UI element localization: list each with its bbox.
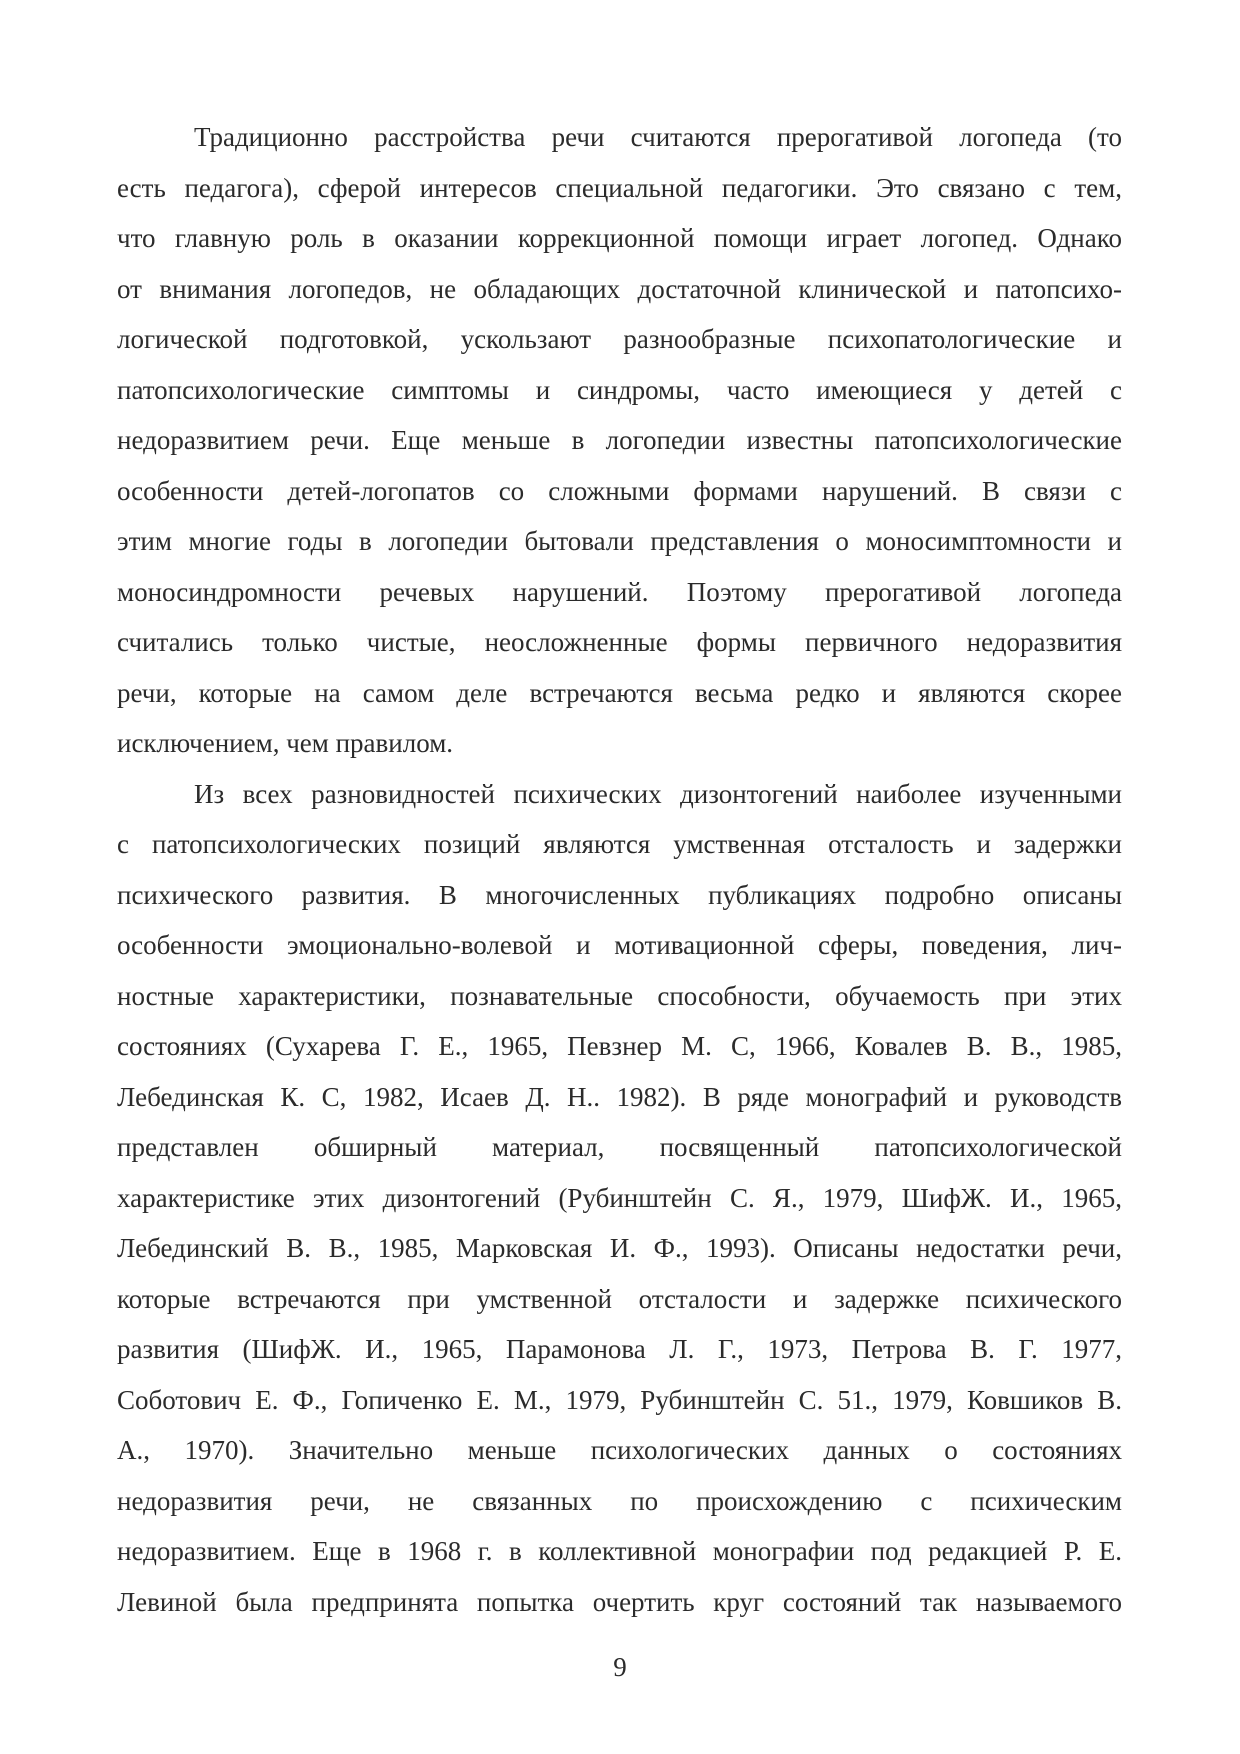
- paragraph-line: считались только чистые, неосложненные формы первичного недоразвития: [117, 627, 1122, 657]
- paragraph-line: моносиндромности речевых нарушений. Поэтому прерогативой логопеда: [117, 576, 1122, 607]
- paragraph-line: Лебединская К. С, 1982, Исаев Д. Н.. 1982). В ряде монографий и руководств: [117, 1081, 1122, 1112]
- paragraph-line: развития (ШифЖ. И., 1965, Парамонова Л. Г., 1973, Петрова В. Г. 1977,: [117, 1334, 1122, 1364]
- paragraph-line: с патопсихологических позиций являются умственная отсталость и задержки: [117, 829, 1122, 859]
- paragraph-line: ностные характеристики, познавательные способности, обучаемость при этих: [117, 980, 1122, 1011]
- paragraph-line: этим многие годы в логопедии бытовали представления о моносимптомности и: [117, 526, 1122, 556]
- paragraph-line: недоразвития речи, не связанных по происхождению с психическим: [117, 1485, 1122, 1516]
- paragraph-line: Левиной была предпринята попытка очертить круг состояний так называемого: [117, 1586, 1122, 1617]
- paragraph-line: логической подготовкой, ускользают разнообразные психопатологические и: [117, 324, 1122, 354]
- paragraph-line: психического развития. В многочисленных публикациях подробно описаны: [117, 879, 1122, 910]
- paragraph-line: от внимания логопедов, не обладающих достаточной клинической и патопсихо-: [117, 273, 1122, 304]
- paragraph-line: недоразвитием. Еще в 1968 г. в коллективной монографии под редакцией Р. Е.: [117, 1536, 1122, 1566]
- paragraph-line: Соботович Е. Ф., Гопиченко Е. М., 1979, Рубинштейн С. 51., 1979, Ковшиков В.: [117, 1384, 1122, 1415]
- paragraph-line: состояниях (Сухарева Г. Е., 1965, Певзнер М. С, 1966, Ковалев В. В., 1985,: [117, 1031, 1122, 1061]
- paragraph-line: А., 1970). Значительно меньше психологических данных о состояниях: [117, 1435, 1122, 1465]
- paragraph-line: речи, которые на самом деле встречаются весьма редко и являются скорее: [117, 677, 1122, 708]
- paragraph-line: патопсихологические симптомы и синдромы, часто имеющиеся у детей с: [117, 374, 1122, 405]
- paragraph-line: недоразвитием речи. Еще меньше в логопедии известны патопсихологические: [117, 425, 1122, 455]
- paragraph-line: исключением, чем правилом.: [117, 728, 454, 758]
- paragraph-line: Лебединский В. В., 1985, Марковская И. Ф., 1993). Описаны недостатки речи,: [117, 1233, 1122, 1263]
- paragraph-line: особенности детей-логопатов со сложными формами нарушений. В связи с: [117, 475, 1122, 506]
- paragraph-line: представлен обширный материал, посвященный патопсихологической: [117, 1132, 1122, 1162]
- paragraph-line: что главную роль в оказании коррекционной помощи играет логопед. Однако: [117, 223, 1122, 253]
- paragraph-1: [117, 112, 1122, 769]
- paragraph-2: [117, 769, 1122, 1628]
- paragraph-line: особенности эмоционально-волевой и мотивационной сферы, поведения, лич-: [117, 930, 1122, 960]
- page-number: 9: [613, 1652, 627, 1682]
- body-text: [117, 112, 1122, 1627]
- paragraph-line: есть педагога), сферой интересов специальной педагогики. Это связано с тем,: [117, 172, 1122, 203]
- paragraph-line: характеристике этих дизонтогений (Рубинштейн С. Я., 1979, ШифЖ. И., 1965,: [117, 1182, 1122, 1213]
- paragraph-line: Традиционно расстройства речи считаются прерогативой логопеда (то: [194, 122, 1122, 152]
- paragraph-line: которые встречаются при умственной отсталости и задержке психического: [117, 1283, 1122, 1314]
- paragraph-line: Из всех разновидностей психических дизонтогений наиболее изученными: [194, 778, 1122, 809]
